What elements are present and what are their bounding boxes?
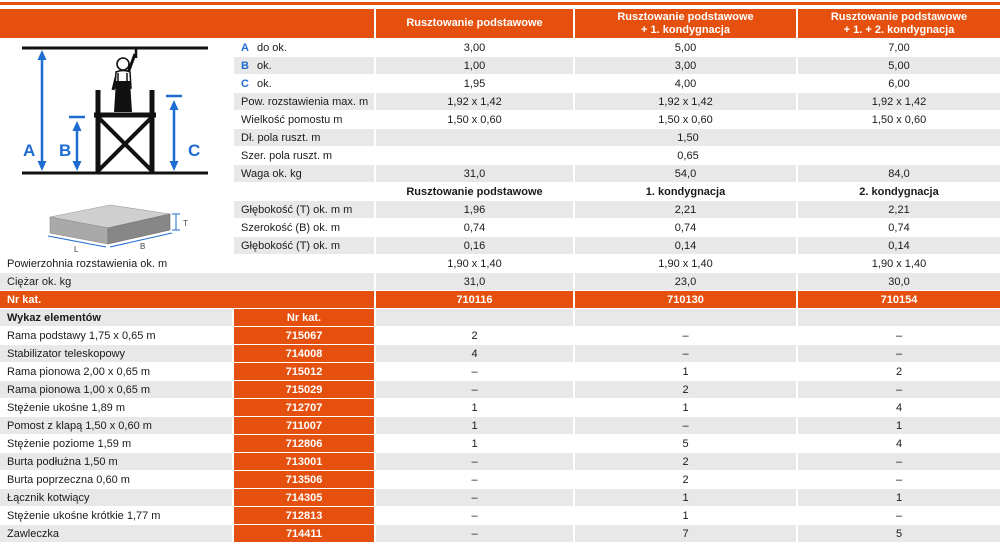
part-name: Łącznik kotwiący <box>0 489 232 506</box>
part-qty: – <box>376 525 573 542</box>
part-catalog-number: 715067 <box>234 327 374 344</box>
dim-label-t: T <box>183 219 188 228</box>
heights-section <box>0 39 1000 182</box>
row-label-spread: Pow. rozstawienia max. m <box>234 93 374 110</box>
part-catalog-number: 715012 <box>234 363 374 380</box>
catalog-number-row <box>0 291 1000 308</box>
part-name: Burta podłużna 1,50 m <box>0 453 232 470</box>
value-cell: 1,50 x 0,60 <box>658 113 713 126</box>
part-qty: – <box>575 345 796 362</box>
scaffold-diagram-svg <box>10 40 222 181</box>
parts-header-spacer <box>798 309 1000 326</box>
part-qty: – <box>895 509 903 522</box>
scaffold-diagram <box>0 39 232 182</box>
part-qty: 7 <box>575 525 796 542</box>
part-catalog-number: 715029 <box>234 381 374 398</box>
value-cell: 1,50 x 0,60 <box>871 113 927 126</box>
part-qty: – <box>798 453 1000 470</box>
part-catalog-number: 712707 <box>234 399 374 416</box>
part-catalog-number: 714008 <box>234 345 374 362</box>
part-qty: 2 <box>471 329 478 342</box>
row-label-field-length: Dł. pola ruszt. m <box>234 129 374 146</box>
col-header-basic-plus1-plus2: Rusztowanie podstawowe + 1. + 2. kondygnacja <box>798 9 1000 38</box>
part-name: Stężenie poziome 1,59 m <box>7 437 132 450</box>
catalog-row-label: Nr kat. <box>0 291 374 308</box>
row-label-depth-t2: Głębokość (T) ok. m <box>234 237 374 254</box>
part-name: Stabilizator teleskopowy <box>0 345 232 362</box>
row-label-area: Powierzohnia rozstawienia ok. m <box>7 257 168 270</box>
value-cell: 1,00 <box>376 57 573 74</box>
value-cell: 0,74 <box>674 221 697 234</box>
part-qty: – <box>682 329 689 342</box>
catalog-number: 710116 <box>376 291 573 308</box>
row-label-field-width: Szer. pola ruszt. m <box>241 149 333 162</box>
value-cell: 3,00 <box>575 57 796 74</box>
part-qty: – <box>376 381 573 398</box>
parts-list <box>0 327 1000 542</box>
row-label-c: C ok. <box>241 77 272 90</box>
part-qty: – <box>471 473 478 486</box>
catalog-number: 710154 <box>798 291 1000 308</box>
parts-list-header <box>0 309 1000 326</box>
value-cell: 1,92 x 1,42 <box>798 93 1000 110</box>
value-cell: 7,00 <box>888 41 910 54</box>
part-qty: 1 <box>682 365 689 378</box>
value-cell: 31,0 <box>376 273 573 290</box>
row-label-b: B ok. <box>234 57 374 74</box>
value-cell: 1,90 x 1,40 <box>658 257 713 270</box>
slab-diagram <box>0 201 232 254</box>
part-catalog-number: 713001 <box>234 453 374 470</box>
value-cell: 1,95 <box>463 77 486 90</box>
col-header-basic-plus1: Rusztowanie podstawowe + 1. kondygnacja <box>575 9 796 38</box>
part-qty: 5 <box>798 525 1000 542</box>
parts-list-catalog-header: Nr kat. <box>234 309 374 326</box>
secondary-header-spacer <box>0 183 374 200</box>
part-catalog-number: 714305 <box>234 489 374 506</box>
catalog-number: 710130 <box>575 291 796 308</box>
value-cell: 1,92 x 1,42 <box>376 93 573 110</box>
part-qty: – <box>376 489 573 506</box>
value-cell: 1,50 x 0,60 <box>447 113 502 126</box>
value-cell: 0,16 <box>376 237 573 254</box>
part-qty: – <box>798 381 1000 398</box>
part-catalog-number: 712806 <box>234 435 374 452</box>
value-cell: 2,21 <box>575 201 796 218</box>
part-qty: 1 <box>798 489 1000 506</box>
merged-value-cell: 0,65 <box>677 149 699 162</box>
part-qty: 1 <box>682 509 689 522</box>
value-cell: 0,74 <box>463 221 486 234</box>
header-spacer <box>0 9 374 38</box>
part-catalog-number: 713506 <box>234 471 374 488</box>
value-cell: 5,00 <box>798 57 1000 74</box>
row-label-depth-t: Głębokość (T) ok. m m <box>234 201 374 218</box>
part-qty: 2 <box>575 381 796 398</box>
top-divider <box>0 2 1000 5</box>
part-catalog-number: 714411 <box>234 525 374 542</box>
part-name: Stężenie ukośne krótkie 1,77 m <box>7 509 161 522</box>
part-qty: – <box>895 329 903 342</box>
row-label-weight: Waga ok. kg <box>234 165 374 182</box>
part-qty: – <box>471 365 478 378</box>
slab-diagram-svg <box>36 201 196 254</box>
part-qty: 1 <box>575 489 796 506</box>
parts-header-spacer <box>575 309 796 326</box>
value-cell: 23,0 <box>575 273 796 290</box>
part-qty: 1 <box>682 401 689 414</box>
part-qty: 2 <box>682 473 689 486</box>
pack-dimensions-section <box>0 201 1000 290</box>
merged-value-cell: 1,50 <box>376 129 1000 146</box>
value-cell: 0,74 <box>888 221 910 234</box>
row-label-width-b: Szerokość (B) ok. m <box>241 221 341 234</box>
value-cell: 2,21 <box>798 201 1000 218</box>
part-qty: 2 <box>895 365 903 378</box>
part-qty: – <box>798 345 1000 362</box>
sub-header-basic: Rusztowanie podstawowe <box>406 185 543 198</box>
part-name: Rama pionowa 2,00 x 0,65 m <box>7 365 151 378</box>
part-catalog-number: 712813 <box>234 507 374 524</box>
main-header-row <box>0 9 1000 38</box>
value-cell: 1,96 <box>376 201 573 218</box>
part-qty: 1 <box>471 401 478 414</box>
part-qty: 2 <box>575 453 796 470</box>
col-header-basic <box>376 9 573 38</box>
secondary-header-row <box>0 183 1000 200</box>
row-label-platform-size: Wielkość pomostu m <box>241 113 343 126</box>
part-qty: 5 <box>682 437 689 450</box>
value-cell: 0,14 <box>575 237 796 254</box>
value-cell: 84,0 <box>798 165 1000 182</box>
row-label-a: A do ok. <box>241 41 287 54</box>
value-cell: 4,00 <box>674 77 697 90</box>
parts-list-title: Wykaz elementów <box>0 309 232 326</box>
value-cell: 1,90 x 1,40 <box>871 257 927 270</box>
value-cell: 1,92 x 1,42 <box>575 93 796 110</box>
dim-label-c: C <box>188 141 201 160</box>
part-qty: – <box>471 509 478 522</box>
parts-header-spacer <box>376 309 573 326</box>
value-cell: 6,00 <box>888 77 910 90</box>
part-name: Burta poprzeczna 0,60 m <box>7 473 130 486</box>
sub-header-storey1: 1. kondygnacja <box>645 185 726 198</box>
dim-label-a: A <box>23 141 36 160</box>
part-name: Stężenie ukośne 1,89 m <box>7 401 126 414</box>
value-cell: 31,0 <box>376 165 573 182</box>
part-catalog-number: 711007 <box>234 417 374 434</box>
part-name: Rama podstawy 1,75 x 0,65 m <box>7 329 156 342</box>
part-qty: – <box>376 453 573 470</box>
row-label-weight2: Ciężar ok. kg <box>0 273 374 290</box>
part-qty: 1 <box>798 417 1000 434</box>
dim-label-b2: B <box>140 242 146 251</box>
part-qty: 4 <box>895 401 903 414</box>
part-qty: – <box>895 473 903 486</box>
part-qty: 1 <box>471 437 478 450</box>
part-name: Pomost z klapą 1,50 x 0,60 m <box>0 417 232 434</box>
dim-label-b: B <box>59 141 72 160</box>
part-name: Zawleczka <box>0 525 232 542</box>
value-cell: 5,00 <box>674 41 697 54</box>
dim-label-l: L <box>74 245 79 254</box>
value-cell: 30,0 <box>798 273 1000 290</box>
col-header-basic-label: Rusztowanie podstawowe <box>406 17 543 29</box>
part-qty: 4 <box>376 345 573 362</box>
value-cell: 0,14 <box>798 237 1000 254</box>
part-qty: 4 <box>895 437 903 450</box>
sub-header-storey2: 2. kondygnacja <box>859 185 939 198</box>
part-name: Rama pionowa 1,00 x 0,65 m <box>0 381 232 398</box>
value-cell: 1,90 x 1,40 <box>447 257 502 270</box>
part-qty: 1 <box>376 417 573 434</box>
value-cell: 3,00 <box>463 41 486 54</box>
part-qty: – <box>575 417 796 434</box>
value-cell: 54,0 <box>575 165 796 182</box>
